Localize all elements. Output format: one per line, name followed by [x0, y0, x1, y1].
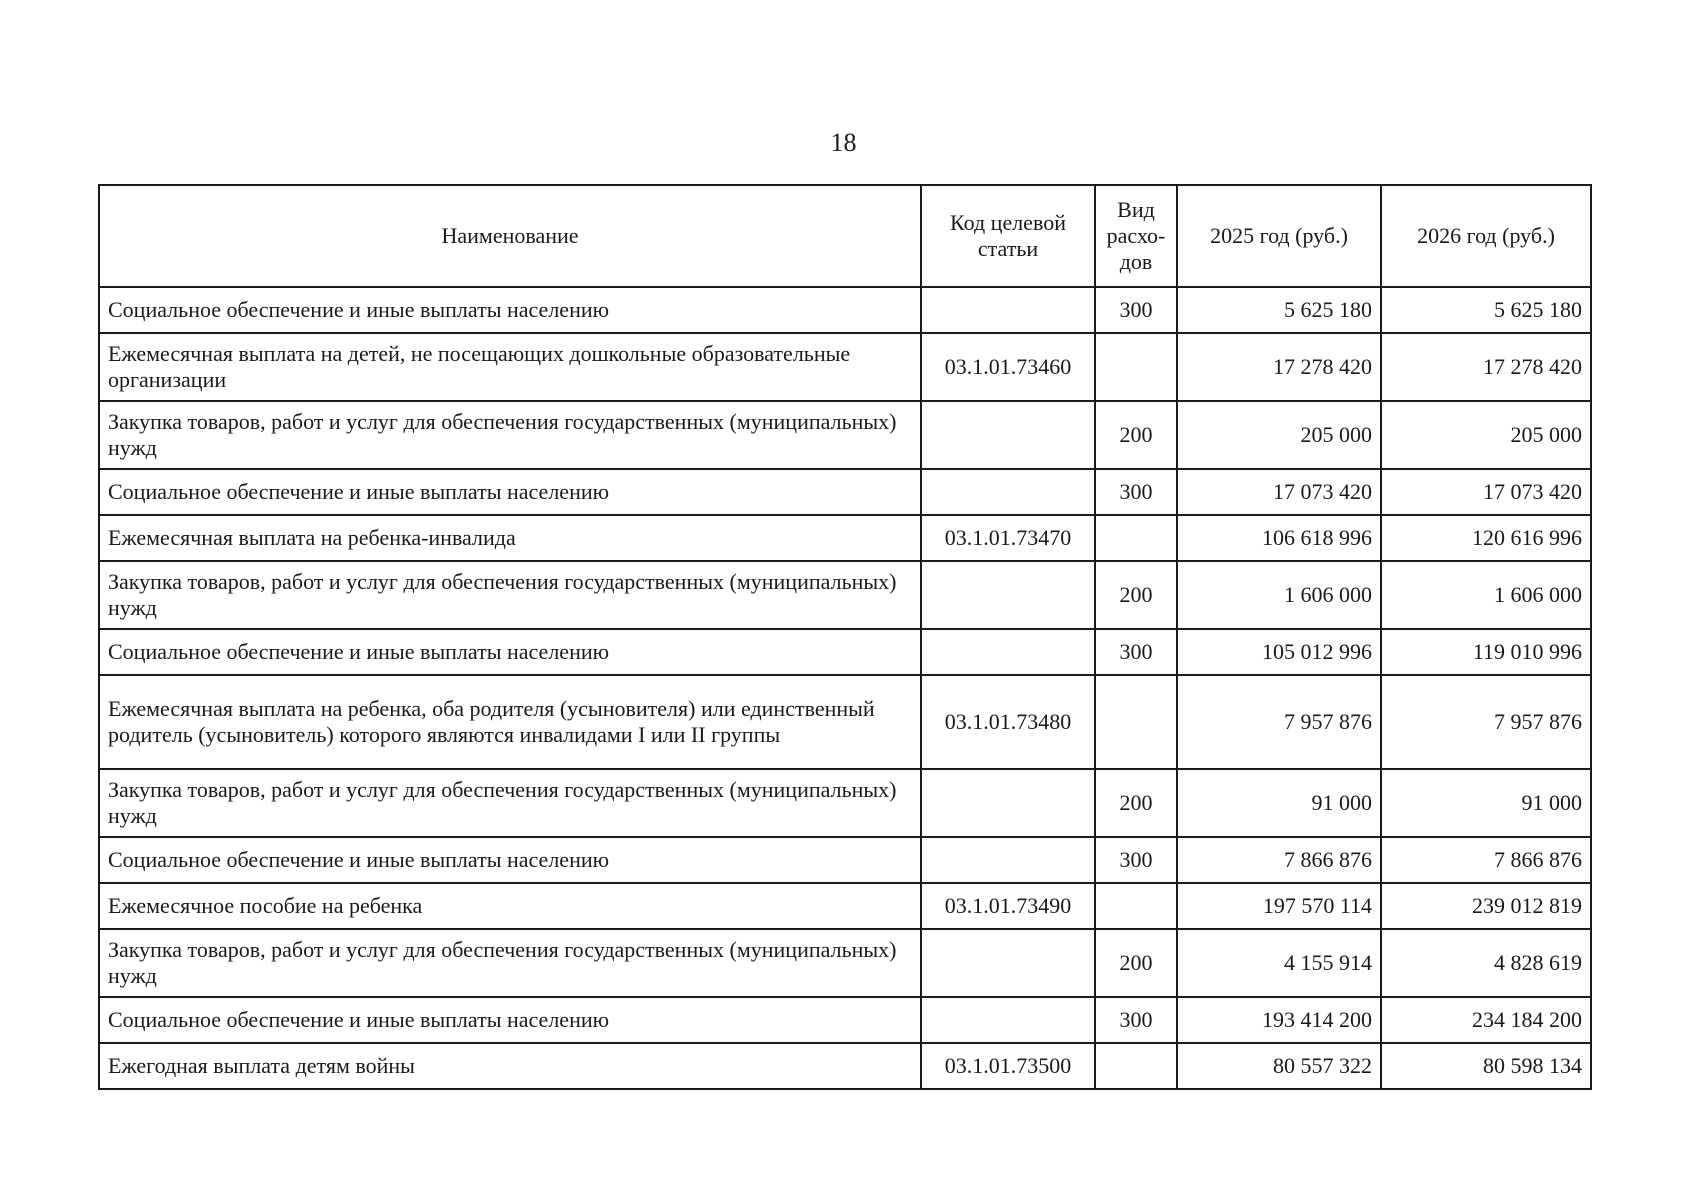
table-row	[99, 997, 1591, 1043]
table-row	[99, 561, 1591, 629]
row-2025: 17 278 420	[1177, 333, 1381, 401]
row-kind: 300	[1095, 997, 1177, 1043]
row-code	[921, 287, 1095, 333]
row-name: Закупка товаров, работ и услуг для обеспечения государственных (муниципальных) нужд	[99, 769, 921, 837]
row-name: Закупка товаров, работ и услуг для обеспечения государственных (муниципальных) нужд	[99, 929, 921, 997]
table-row	[99, 883, 1591, 929]
row-2026: 120 616 996	[1381, 515, 1591, 561]
row-code: 03.1.01.73470	[921, 515, 1095, 561]
row-2026: 7 866 876	[1381, 837, 1591, 883]
row-kind: 200	[1095, 769, 1177, 837]
row-2025: 17 073 420	[1177, 469, 1381, 515]
row-kind: 200	[1095, 401, 1177, 469]
row-code	[921, 561, 1095, 629]
row-2025: 1 606 000	[1177, 561, 1381, 629]
row-code: 03.1.01.73460	[921, 333, 1095, 401]
row-2026: 17 278 420	[1381, 333, 1591, 401]
budget-table	[98, 184, 1592, 1090]
row-name: Социальное обеспечение и иные выплаты населению	[99, 837, 921, 883]
table-header-row	[99, 185, 1591, 287]
row-code	[921, 469, 1095, 515]
row-2026: 4 828 619	[1381, 929, 1591, 997]
row-code: 03.1.01.73500	[921, 1043, 1095, 1089]
row-code: 03.1.01.73490	[921, 883, 1095, 929]
row-kind	[1095, 1043, 1177, 1089]
table-row	[99, 769, 1591, 837]
table-row	[99, 629, 1591, 675]
row-kind	[1095, 515, 1177, 561]
row-kind: 200	[1095, 561, 1177, 629]
row-2025: 80 557 322	[1177, 1043, 1381, 1089]
row-2026: 91 000	[1381, 769, 1591, 837]
row-name: Ежемесячная выплата на детей, не посещающих дошкольные образовательные организации	[99, 333, 921, 401]
header-name: Наименование	[99, 185, 921, 287]
table-row	[99, 929, 1591, 997]
row-name: Закупка товаров, работ и услуг для обеспечения государственных (муниципальных) нужд	[99, 401, 921, 469]
table-row	[99, 287, 1591, 333]
header-kind: Вид расхо-дов	[1095, 185, 1177, 287]
row-2026: 234 184 200	[1381, 997, 1591, 1043]
row-2026: 5 625 180	[1381, 287, 1591, 333]
row-name: Социальное обеспечение и иные выплаты населению	[99, 469, 921, 515]
page-number: 18	[830, 128, 857, 157]
row-name: Ежемесячное пособие на ребенка	[99, 883, 921, 929]
row-kind	[1095, 333, 1177, 401]
table-row	[99, 1043, 1591, 1089]
row-2025: 7 957 876	[1177, 675, 1381, 769]
row-2025: 5 625 180	[1177, 287, 1381, 333]
row-name: Социальное обеспечение и иные выплаты населению	[99, 997, 921, 1043]
row-kind: 300	[1095, 469, 1177, 515]
table-row	[99, 401, 1591, 469]
row-kind	[1095, 675, 1177, 769]
row-2025: 91 000	[1177, 769, 1381, 837]
row-2025: 7 866 876	[1177, 837, 1381, 883]
row-name: Закупка товаров, работ и услуг для обеспечения государственных (муниципальных) нужд	[99, 561, 921, 629]
row-2025: 105 012 996	[1177, 629, 1381, 675]
row-name: Социальное обеспечение и иные выплаты населению	[99, 629, 921, 675]
row-2026: 119 010 996	[1381, 629, 1591, 675]
header-2025: 2025 год (руб.)	[1177, 185, 1381, 287]
row-2026: 7 957 876	[1381, 675, 1591, 769]
row-code: 03.1.01.73480	[921, 675, 1095, 769]
row-kind: 300	[1095, 837, 1177, 883]
header-code: Код целевой статьи	[921, 185, 1095, 287]
row-2026: 205 000	[1381, 401, 1591, 469]
row-kind: 200	[1095, 929, 1177, 997]
row-kind: 300	[1095, 287, 1177, 333]
header-2026: 2026 год (руб.)	[1381, 185, 1591, 287]
row-name: Ежегодная выплата детям войны	[99, 1043, 921, 1089]
row-code	[921, 769, 1095, 837]
row-code	[921, 997, 1095, 1043]
table-row	[99, 675, 1591, 769]
table-row	[99, 333, 1591, 401]
row-code	[921, 837, 1095, 883]
row-name: Ежемесячная выплата на ребенка, оба родителя (усыновителя) или единственный родитель (усыновитель) которого являются инвалидами I или II группы	[99, 675, 921, 769]
row-2025: 106 618 996	[1177, 515, 1381, 561]
row-name: Социальное обеспечение и иные выплаты населению	[99, 287, 921, 333]
row-2026: 17 073 420	[1381, 469, 1591, 515]
row-code	[921, 401, 1095, 469]
row-2026: 1 606 000	[1381, 561, 1591, 629]
row-kind	[1095, 883, 1177, 929]
row-2025: 197 570 114	[1177, 883, 1381, 929]
row-code	[921, 629, 1095, 675]
table-row	[99, 469, 1591, 515]
row-code	[921, 929, 1095, 997]
row-2025: 4 155 914	[1177, 929, 1381, 997]
table-row	[99, 837, 1591, 883]
row-2026: 239 012 819	[1381, 883, 1591, 929]
row-2025: 205 000	[1177, 401, 1381, 469]
row-2026: 80 598 134	[1381, 1043, 1591, 1089]
row-kind: 300	[1095, 629, 1177, 675]
row-2025: 193 414 200	[1177, 997, 1381, 1043]
row-name: Ежемесячная выплата на ребенка-инвалида	[99, 515, 921, 561]
table-row	[99, 515, 1591, 561]
